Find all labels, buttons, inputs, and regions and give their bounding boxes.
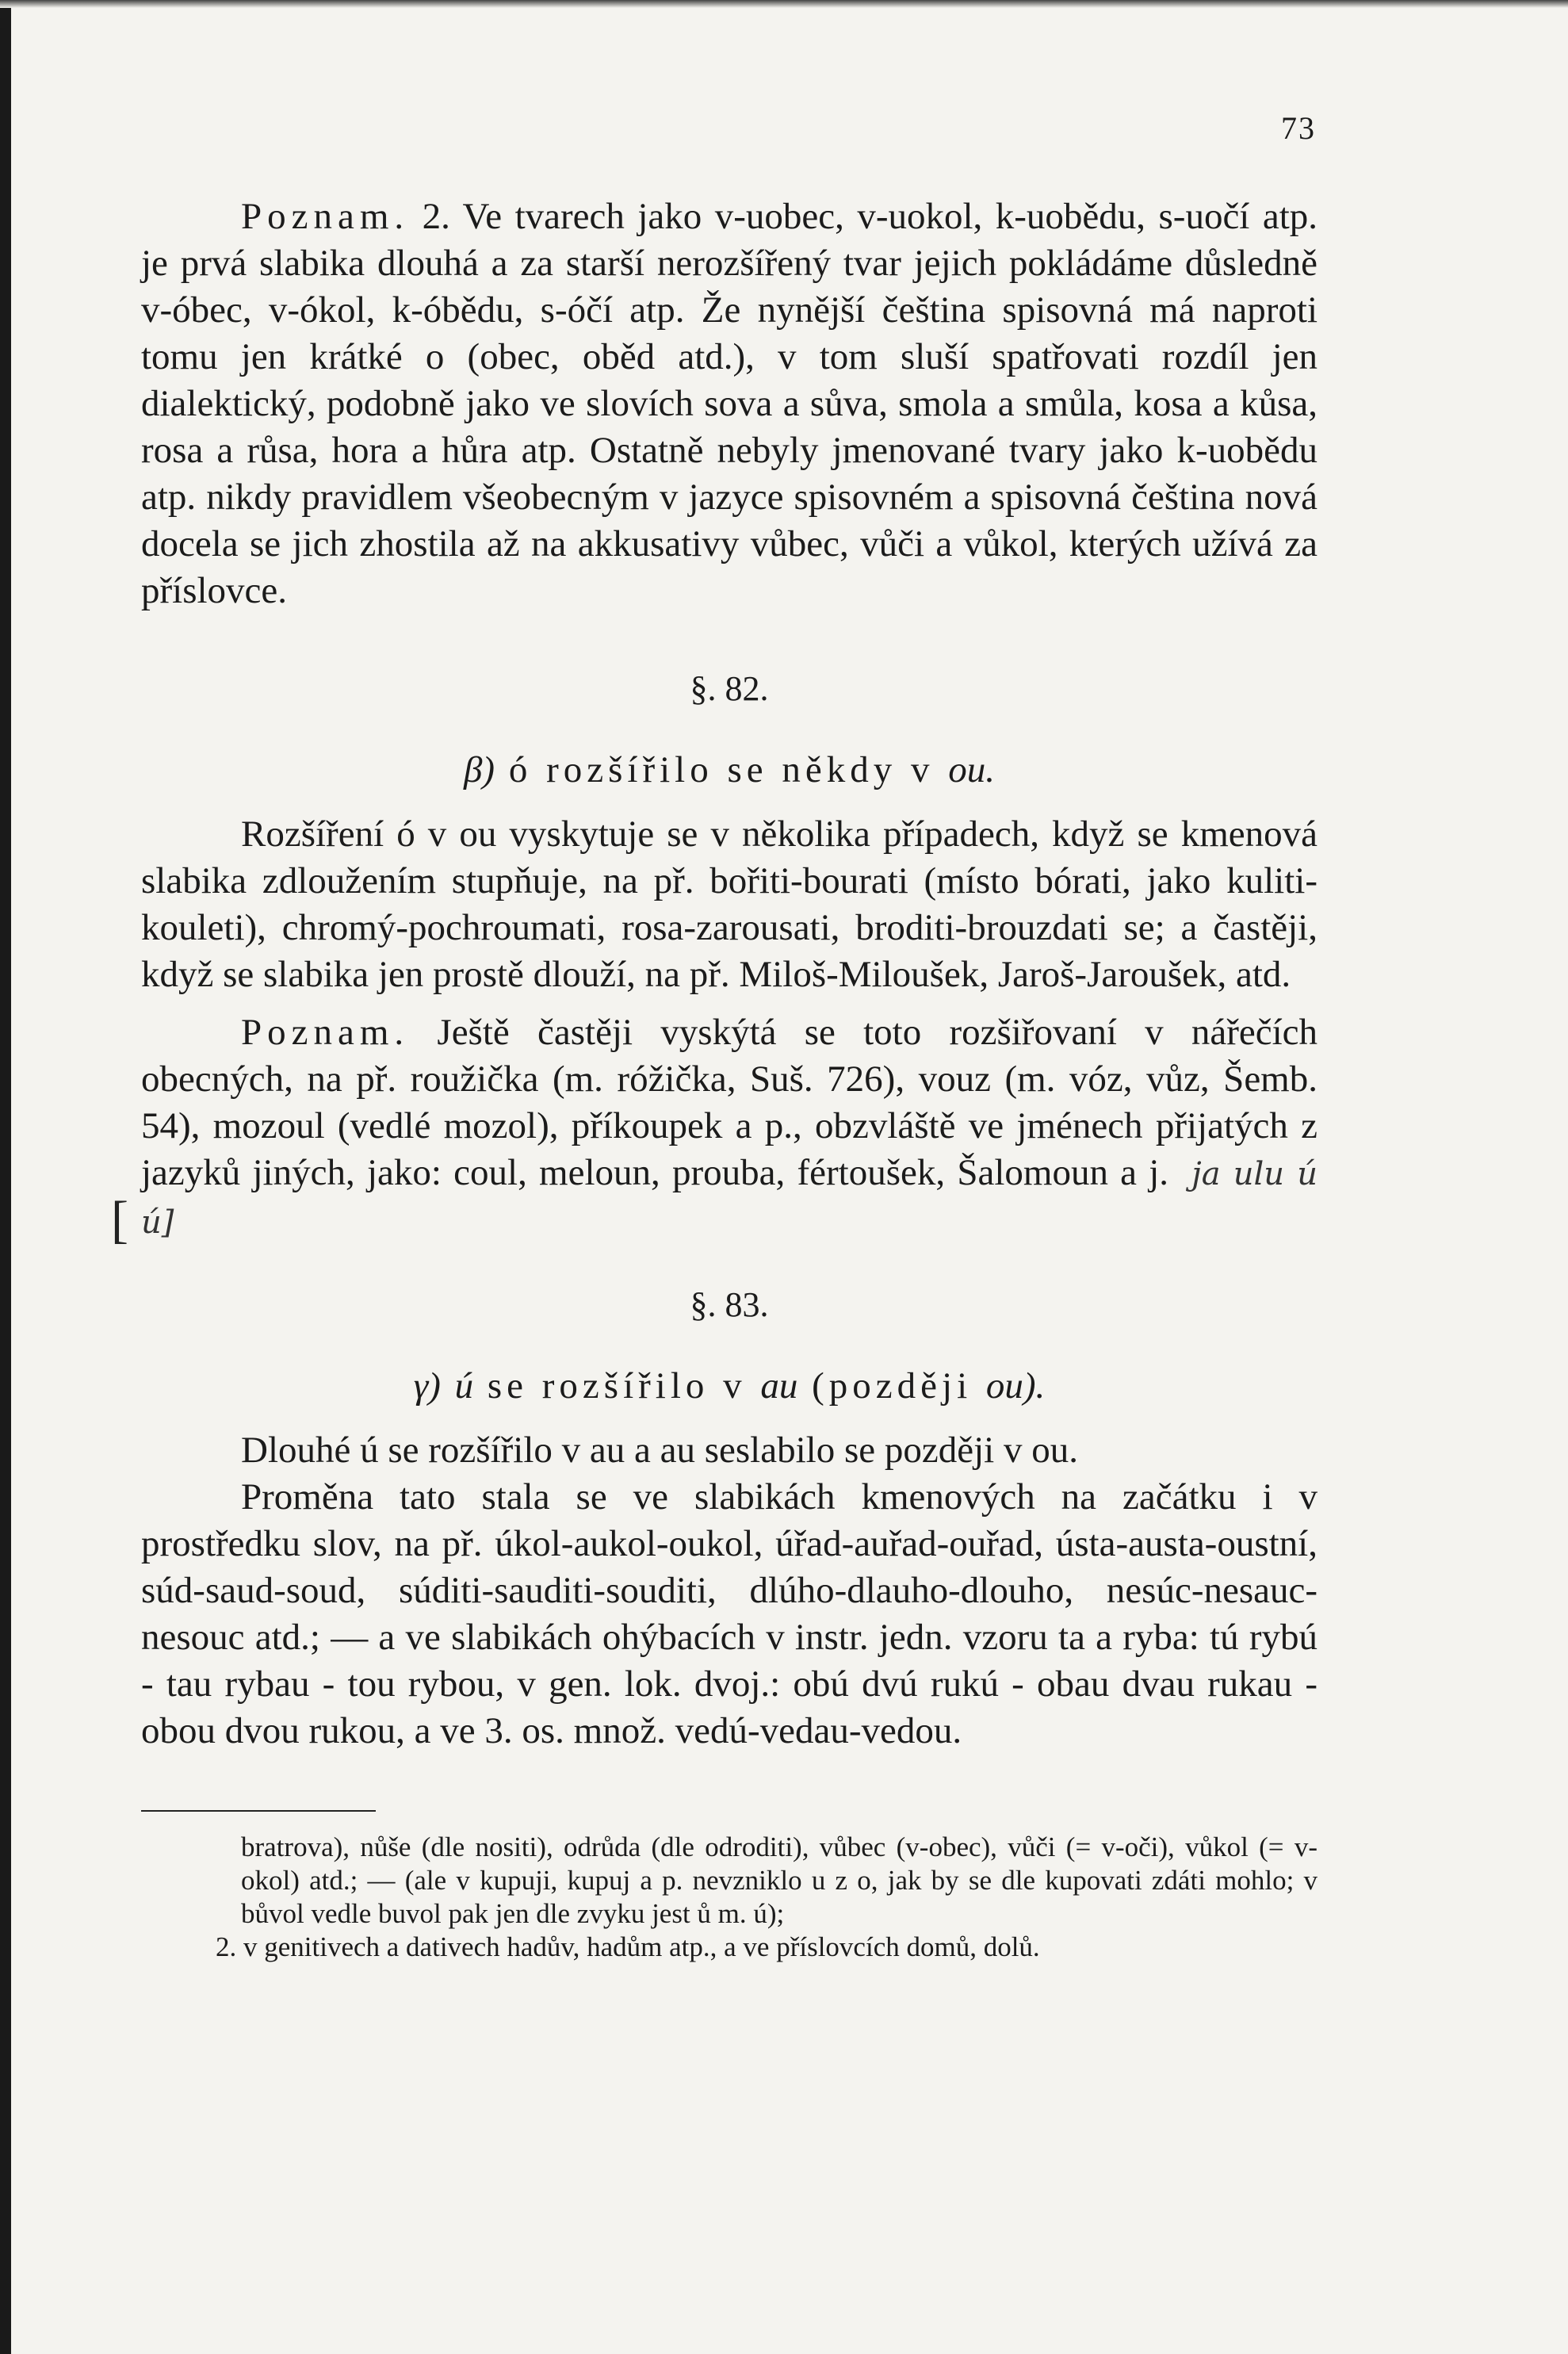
section-82-number: §. 82. — [690, 669, 769, 708]
note-2-text: 2. Ve tvarech jako v-uobec, v-uokol, k-uobědu, s-uočí atp. je prvá slabika dlouhá a za starší nerozšířený tvar jejich pokládáme důsledně v-óbec, v-ókol, k-óbědu, s-óčí atp. Že nynější čeština spisovná má naproti tomu jen krátké o (obec, oběd atd.), v tom sluší spatřovati rozdíl jen dialektický, podobně jako ve slovích sova a sůva, smola a smůla, kosa a kůsa, rosa a růsa, hora a hůra atp. Ostatně nebyly jmenované tvary jako k-uobědu atp. nikdy pravidlem všeobecným v jazyce spisovném a spisovná čeština nová docela se jich zhostila až na akkusativy vůbec, vůči a vůkol, kterých užívá za příslovce. — [141, 196, 1318, 611]
section-83-heading — [141, 1363, 1318, 1410]
footnote-2 — [141, 1931, 1318, 1964]
page-top-edge — [0, 0, 1568, 8]
section-83-heading-b: se rozšířilo v — [487, 1365, 747, 1407]
margin-bracket-mark: [ — [111, 1191, 128, 1249]
section-82-note-text: Ještě častěji vyskýtá se toto rozšiřovaní v nářečích obecných, na př. roužička (m. róžička, Suš. 726), vouz (m. vóz, vůz, Šemb. 54), mozoul (vedlé mozol), příkoupek a p., obzvláště ve jménech přijatých z jazyků jiných, jako: coul, meloun, prouba, fértoušek, Šalomoun a j. — [141, 1012, 1318, 1193]
note-2 — [141, 193, 1318, 614]
text-column — [111, 187, 1318, 1964]
section-83-body: Proměna tato stala se ve slabikách kmenových na začátku i v prostředku slov, na př. úkol-aukol-oukol, úřad-auřad-ouřad, ústa-austa-oustní, súd-saud-soud, súditi-sauditi-souditi, dlúho-dlauho-dlouho, nesúc-nesauc-nesouc atd.; — a ve slabikách ohýbacích v instr. jedn. vzoru ta a ryba: tú rybú - tau rybau - tou rybou, v gen. lok. dvoj.: obú dvú rukú - obau dvau rukau - obou dvou rukou, a ve 3. os. množ. vedú-vedau-vedou. — [141, 1476, 1318, 1751]
section-82-heading-prefix: β) — [464, 749, 495, 790]
section-82-note-label: Poznam. — [241, 1012, 410, 1053]
section-83-line-1: Dlouhé ú se rozšířilo v au a au seslabilo se později v ou. — [241, 1430, 1078, 1471]
section-82-note — [141, 1009, 1318, 1246]
note-2-label: Poznam. — [241, 196, 410, 237]
section-82-body: Rozšíření ó v ou vyskytuje se v několika případech, když se kmenová slabika zdloužením stupňuje, na př. bořiti-bourati (místo bórati, jako kuliti-kouleti), chromý-pochroumati, rosa-zarousati, broditi-brouzdati se; a častěji, když se slabika jen prostě dlouží, na př. Miloš-Miloušek, Jaroš-Jaroušek, atd. — [141, 813, 1318, 995]
section-83-heading-a: ú — [454, 1365, 474, 1407]
handwritten-annotation: ja ulu ú ú] — [141, 1156, 1318, 1241]
footnote-2-text: v genitivech a dativech hadův, hadům atp., a ve příslovcích domů, dolů. — [243, 1931, 1040, 1962]
page-number: 73 — [1281, 110, 1316, 146]
section-83-heading-c: au — [760, 1365, 798, 1407]
section-83-heading-prefix: γ) — [413, 1365, 441, 1407]
footnote-2-number: 2. — [216, 1931, 237, 1962]
section-82-note-block — [111, 1009, 1318, 1249]
section-83-heading-e: ou). — [985, 1365, 1046, 1407]
section-82-heading-em: ou. — [948, 749, 995, 790]
page-edge — [0, 0, 11, 2354]
section-83-number: §. 83. — [690, 1285, 769, 1324]
footnote-divider — [141, 1810, 376, 1812]
section-83-heading-d: (později — [812, 1365, 973, 1407]
section-82-heading-text: ó rozšířilo se někdy v — [508, 749, 935, 790]
footnote-continuation: bratrova), nůše (dle nositi), odrůda (dle odroditi), vůbec (v-obec), vůči (= v-oči), vůkol (= v-okol) atd.; — (ale v kupuji, kupuj a p. nevzniklo u z o, jak by se dle kupovati zdáti mohlo; v bůvol vedle buvol pak jen dle zvyku jest ů m. ú); — [241, 1832, 1318, 1929]
section-82-heading — [141, 747, 1318, 794]
